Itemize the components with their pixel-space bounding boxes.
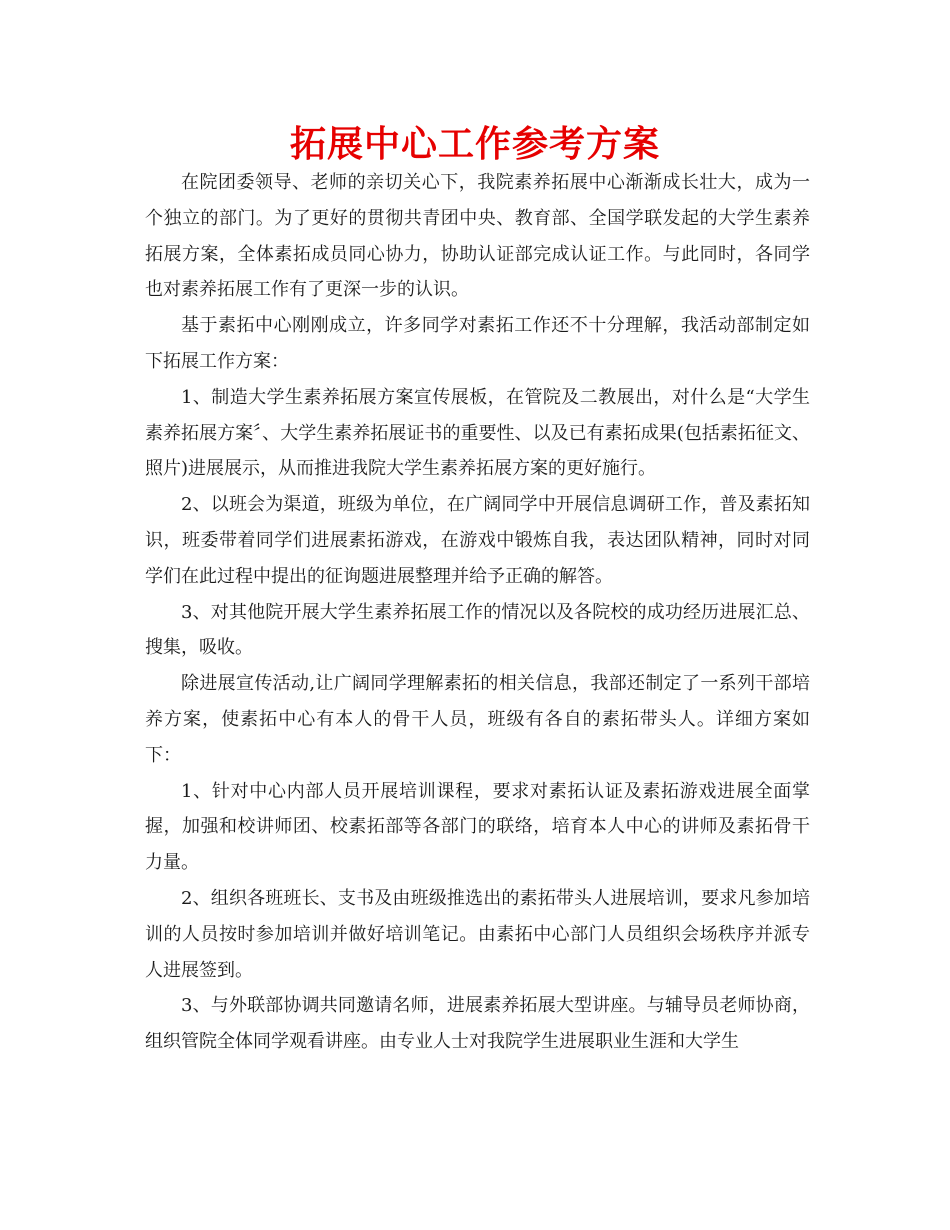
paragraph-training-item-3: 3、与外联部协调共同邀请名师，进展素养拓展大型讲座。与辅导员老师协商，组织管院全体同学观看讲座。由专业人士对我院学生进展职业生涯和大学生 [145, 995, 810, 1053]
paragraph-plan-intro: 基于素拓中心刚刚成立，许多同学对素拓工作还不十分理解，我活动部制定如下拓展工作方案： [145, 315, 810, 372]
paragraph-intro: 在院团委领导、老师的亲切关心下，我院素养拓展中心渐渐成长壮大，成为一个独立的部门。为了更好的贯彻共青团中央、教育部、全国学联发起的大学生素养拓展方案，全体素拓成员同心协力，协助认证部完成认证工作。与此同时，各同学也对素养拓展工作有了更深一步的认识。 [145, 172, 810, 301]
paragraph-training-item-1: 1、针对中心内部人员开展培训课程，要求对素拓认证及素拓游戏进展全面掌握，加强和校讲师团、校素拓部等各部门的联络，培育本人中心的讲师及素拓骨干力量。 [145, 780, 810, 874]
paragraph-plan-item-1: 1、制造大学生素养拓展方案宣传展板，在管院及二教展出，对什么是“大学生素养拓展方案〞、大学生素养拓展证书的重要性、以及已有素拓成果(包括素拓征文、照片)进展展示，从而推进我院大学生素养拓展方案的更好施行。 [145, 386, 810, 480]
document-body [145, 165, 810, 1060]
paragraph-training-intro: 除进展宣传活动,让广阔同学理解素拓的相关信息，我部还制定了一系列干部培养方案，使素拓中心有本人的骨干人员，班级有各自的素拓带头人。详细方案如下： [145, 673, 810, 766]
paragraph-plan-item-2: 2、以班会为渠道，班级为单位，在广阔同学中开展信息调研工作，普及素拓知识，班委带着同学们进展素拓游戏，在游戏中锻炼自我，表达团队精神，同时对同学们在此过程中提出的征询题进展整理并给予正确的解答。 [145, 494, 810, 587]
document-title: 拓展中心工作参考方案 [289, 124, 660, 165]
paragraph-plan-item-3: 3、对其他院开展大学生素养拓展工作的情况以及各院校的成功经历进展汇总、搜集，吸收。 [145, 601, 810, 659]
paragraph-training-item-2: 2、组织各班班长、支书及由班级推选出的素拓带头人进展培训，要求凡参加培训的人员按时参加培训并做好培训笔记。由素拓中心部门人员组织会场秩序并派专人进展签到。 [145, 887, 810, 981]
